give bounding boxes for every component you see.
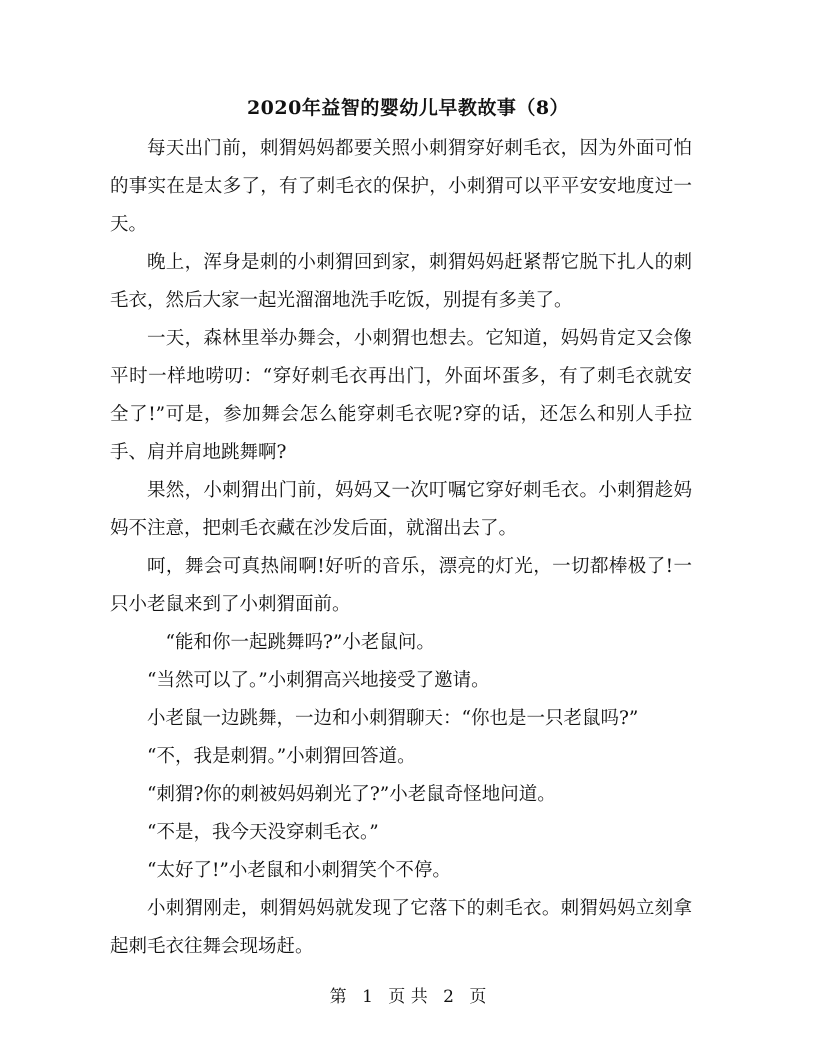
paragraph: 小老鼠一边跳舞，一边和小刺猬聊天：“你也是一只老鼠吗?” xyxy=(147,708,639,729)
dialogue-paragraph: “不，我是刺猬。”小刺猬回答道。 xyxy=(147,746,416,767)
page-footer xyxy=(0,985,816,1009)
dialogue-paragraph: “太好了!”小老鼠和小刺猬笑个不停。 xyxy=(147,860,451,881)
paragraph: 小刺猬刚走，刺猬妈妈就发现了它落下的刺毛衣。刺猬妈妈立刻拿起刺毛衣往舞会现场赶。 xyxy=(110,898,692,957)
document-title: 2020年益智的婴幼儿早教故事（8） xyxy=(246,97,570,119)
footer-prefix: 第 xyxy=(329,987,347,1007)
story-body xyxy=(110,130,692,966)
paragraph: 每天出门前，刺猬妈妈都要关照小刺猬穿好刺毛衣，因为外面可怕的事实在是太多了，有了刺毛衣的保护，小刺猬可以平平安安地度过一天。 xyxy=(110,138,692,235)
paragraph: 晚上，浑身是刺的小刺猬回到家，刺猬妈妈赶紧帮它脱下扎人的刺毛衣，然后大家一起光溜溜地洗手吃饭，别提有多美了。 xyxy=(110,252,692,311)
dialogue-paragraph: “当然可以了。”小刺猬高兴地接受了邀请。 xyxy=(147,670,490,691)
paragraph: 一天，森林里举办舞会，小刺猬也想去。它知道，妈妈肯定又会像平时一样地唠叨：“穿好刺毛衣再出门，外面坏蛋多，有了刺毛衣就安全了!”可是，参加舞会怎么能穿刺毛衣呢?穿的话，还怎么和别人手拉手、肩并肩地跳舞啊? xyxy=(110,328,692,463)
footer-page-number: 1 xyxy=(362,987,373,1007)
paragraph: 呵，舞会可真热闹啊!好听的音乐，漂亮的灯光，一切都棒极了!一只小老鼠来到了小刺猬面前。 xyxy=(110,556,692,615)
footer-total-pages: 2 xyxy=(443,987,454,1007)
dialogue-paragraph: “刺猬?你的刺被妈妈剃光了?”小老鼠奇怪地问道。 xyxy=(147,784,556,805)
dialogue-paragraph: “不是，我今天没穿刺毛衣。” xyxy=(147,822,379,843)
footer-middle: 页 共 xyxy=(388,987,428,1007)
footer-suffix: 页 xyxy=(469,987,487,1007)
paragraph: 果然，小刺猬出门前，妈妈又一次叮嘱它穿好刺毛衣。小刺猬趁妈妈不注意，把刺毛衣藏在沙发后面，就溜出去了。 xyxy=(110,480,692,539)
dialogue-paragraph: “能和你一起跳舞吗?”小老鼠问。 xyxy=(165,632,435,653)
